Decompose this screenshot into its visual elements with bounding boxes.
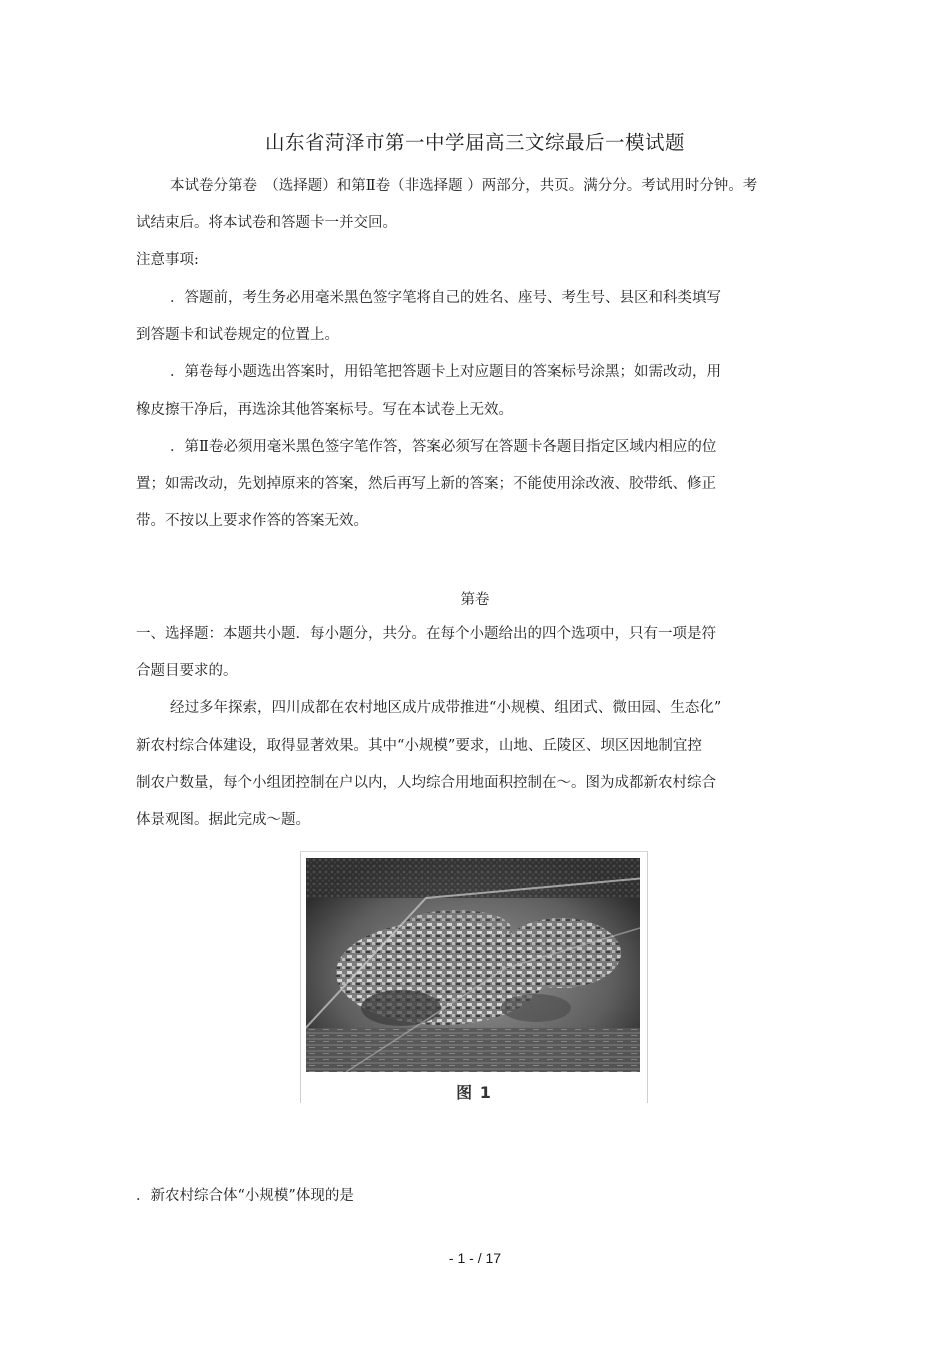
notice-3-line-3: 带。不按以上要求作答的答案无效。 (136, 513, 368, 529)
document-title: 山东省菏泽市第一中学届高三文综最后一模试题 (264, 131, 685, 154)
notice-heading: 注意事项: (136, 252, 199, 268)
notice-2-line-1: ．第卷每小题选出答案时，用铅笔把答题卡上对应题目的答案标号涂黑；如需改动，用 (170, 364, 721, 380)
page-number: - 1 - / 17 (448, 1250, 502, 1266)
question-1: ．新农村综合体“小规模”体现的是 (136, 1188, 354, 1204)
notice-2-line-2: 橡皮擦干净后，再选涂其他答案标号。写在本试卷上无效。 (136, 402, 513, 418)
passage-line-4: 体景观图。据此完成～题。 (136, 812, 310, 828)
passage-line-1: 经过多年探索，四川成都在农村地区成片成带推进“小规模、组团式、微田园、生态化” (170, 700, 722, 716)
part1-line-1: 一、选择题：本题共小题．每小题分，共分。在每个小题给出的四个选项中，只有一项是符 (136, 626, 716, 642)
figure-caption: 图 1 (456, 1083, 492, 1102)
intro-line-2: 试结束后。将本试卷和答题卡一并交回。 (136, 215, 397, 231)
section-title: 第卷 (460, 592, 490, 608)
figure-1 (300, 851, 648, 1103)
notice-3-line-1: ．第Ⅱ卷必须用毫米黑色签字笔作答，答案必须写在答题卡各题目指定区域内相应的位 (170, 439, 717, 455)
notice-3-line-2: 置；如需改动，先划掉原来的答案，然后再写上新的答案；不能使用涂改液、胶带纸、修正 (136, 476, 716, 492)
intro-line-1: 本试卷分第卷 （选择题）和第Ⅱ卷（非选择题 ）两部分，共页。满分分。考试用时分钟。考 (170, 178, 758, 194)
passage-line-3: 制农户数量，每个小组团控制在户以内，人均综合用地面积控制在～。图为成都新农村综合 (136, 775, 716, 791)
notice-1-line-1: ．答题前，考生务必用毫米黑色签字笔将自己的姓名、座号、考生号、县区和科类填写 (170, 290, 721, 306)
part1-line-2: 合题目要求的。 (136, 663, 238, 679)
notice-1-line-2: 到答题卡和试卷规定的位置上。 (136, 327, 339, 343)
passage-line-2: 新农村综合体建设，取得显著效果。其中“小规模”要求，山地、丘陵区、坝区因地制宜控 (136, 738, 702, 754)
aerial-village-photo (306, 858, 640, 1072)
